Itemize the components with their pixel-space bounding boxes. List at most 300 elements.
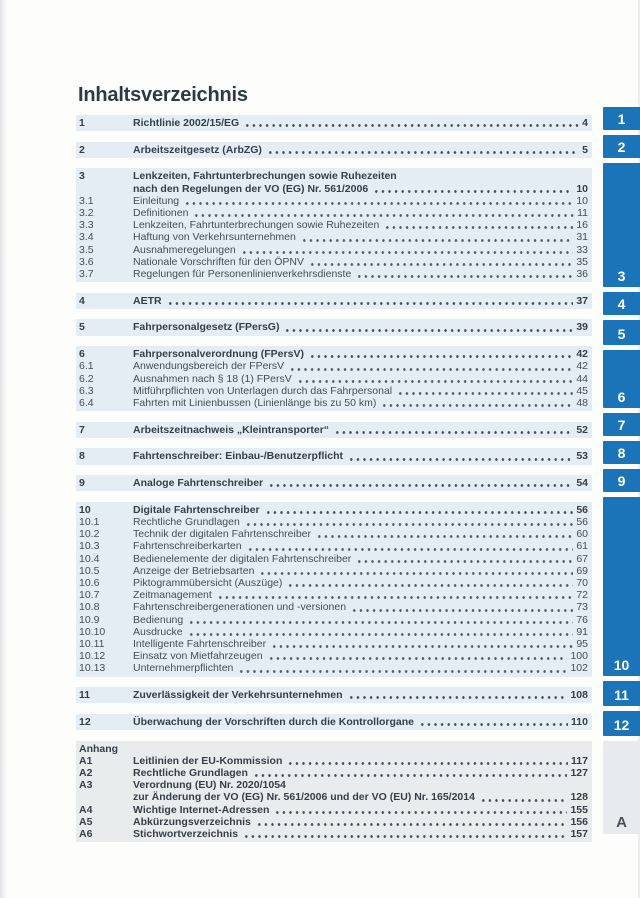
- entry-line: [133, 385, 588, 397]
- entry-body: [133, 424, 588, 436]
- dot-leader: [243, 828, 567, 840]
- page-number: 54: [576, 477, 588, 490]
- page-number: 10: [576, 194, 588, 207]
- entry-number: 11: [79, 689, 91, 702]
- dot-leader: [316, 528, 573, 540]
- entry-number: A3: [79, 779, 93, 792]
- entry-line: [133, 755, 588, 767]
- entry-title: Ausnahmen nach § 18 (1) FPersV: [133, 372, 292, 385]
- entry-line: [133, 424, 588, 436]
- dot-leader: [256, 816, 568, 828]
- toc-entry: [79, 828, 588, 840]
- entry-title: Einsatz von Mietfahrzeugen: [133, 650, 263, 663]
- dot-leader: [297, 373, 574, 385]
- entry-number: 6.2: [79, 372, 94, 385]
- page-number: 45: [576, 384, 588, 397]
- toc-content: [76, 85, 592, 853]
- entry-body: [133, 601, 588, 613]
- dot-leader: [356, 553, 573, 565]
- page-number: 4: [582, 117, 588, 129]
- entry-line: [133, 662, 588, 674]
- page-number: 73: [576, 601, 588, 614]
- dot-leader: [301, 231, 573, 243]
- entry-body: [133, 195, 588, 207]
- entry-title: Fahrtenschreiber: Einbau-/Benutzerpflicht: [133, 450, 344, 463]
- toc-entry: [79, 195, 588, 207]
- entry-line: [133, 231, 588, 243]
- entry-body: [133, 816, 588, 828]
- page-number: 56: [576, 515, 588, 528]
- toc-list: [76, 115, 592, 842]
- entry-title: Arbeitszeitnachweis „Kleintransporter“: [133, 423, 330, 436]
- page-number: 61: [576, 540, 588, 553]
- tab-column: [603, 107, 640, 834]
- entry-body: [133, 779, 588, 803]
- toc-block: [76, 319, 592, 335]
- entry-number: 10.8: [79, 601, 100, 614]
- entry-line: [133, 450, 588, 462]
- entry-line: [133, 804, 588, 816]
- entry-title: Analoge Fahrtenschreiber: [133, 477, 264, 490]
- entry-title: nach den Regelungen der VO (EG) Nr. 561/2006: [133, 182, 369, 195]
- page-number: 67: [576, 552, 588, 565]
- toc-entry: [79, 626, 588, 638]
- page-number: 95: [576, 638, 588, 650]
- entry-line: [133, 791, 588, 803]
- dot-leader: [271, 638, 573, 650]
- entry-line: [133, 207, 588, 219]
- entry-body: [133, 219, 588, 231]
- entry-body: [133, 755, 588, 767]
- entry-number: 1: [79, 117, 85, 129]
- entry-body: [133, 540, 588, 552]
- entry-body: [133, 662, 588, 674]
- entry-line: [133, 295, 588, 307]
- toc-entry: [79, 219, 588, 231]
- entry-line: [133, 321, 588, 333]
- entry-number: 9: [79, 477, 85, 490]
- entry-number: 6: [79, 348, 85, 361]
- register-tab-9: 9: [603, 469, 640, 492]
- page-number: 91: [576, 625, 588, 638]
- entry-title: Digitale Fahrtenschreiber: [133, 503, 260, 516]
- entry-body: [133, 397, 588, 409]
- toc-entry: [79, 348, 588, 360]
- entry-title: Mitführpflichten von Unterlagen durch das Fahrpersonal: [133, 384, 393, 397]
- page-number: 11: [577, 207, 588, 220]
- toc-entry: [79, 638, 588, 650]
- entry-title: Regelungen für Personenlinienverkehrsdienste: [133, 268, 352, 281]
- entry-body: [133, 207, 588, 219]
- entry-body: [133, 565, 588, 577]
- entry-number: 3.5: [79, 243, 94, 256]
- entry-number: 10.6: [79, 576, 100, 589]
- toc-entry: [79, 589, 588, 601]
- entry-title: Überwachung der Vorschriften durch die Kontrollorgane: [133, 715, 415, 728]
- page-number: 44: [576, 372, 588, 385]
- toc-entry: [79, 767, 588, 779]
- entry-title: Abkürzungsverzeichnis: [133, 815, 251, 828]
- entry-number: 3.3: [79, 219, 94, 232]
- page-number: 48: [576, 396, 588, 409]
- entry-line: [133, 219, 588, 231]
- entry-body: [133, 577, 588, 589]
- entry-line: [133, 183, 588, 195]
- entry-title: Fahrpersonalverordnung (FPersV): [133, 348, 304, 361]
- dot-leader: [247, 540, 574, 552]
- dot-leader: [193, 207, 574, 219]
- entry-title: Arbeitszeitgesetz (ArbZG): [133, 143, 262, 156]
- toc-entry: [79, 477, 588, 489]
- entry-line: [133, 828, 588, 840]
- entry-number: 10.2: [79, 528, 100, 541]
- entry-number: 3.6: [79, 255, 94, 268]
- entry-title: Fahrtenschreiberkarten: [133, 540, 242, 553]
- entry-title: Fahrten mit Linienbussen (Linienlänge bis zu 50 km): [133, 396, 377, 409]
- toc-entry: [79, 601, 588, 613]
- entry-title: Ausdrucke: [133, 625, 183, 638]
- entry-body: [133, 321, 588, 333]
- entry-title: Nationale Vorschriften für den ÖPNV: [133, 255, 305, 268]
- toc-block: [76, 741, 592, 843]
- entry-body: [133, 360, 588, 372]
- dot-leader: [253, 767, 568, 779]
- dot-leader: [373, 183, 573, 195]
- page-number: 100: [570, 650, 588, 663]
- dot-leader: [384, 219, 573, 231]
- toc-entry: [79, 295, 588, 307]
- page-number: 39: [576, 321, 588, 334]
- page-number: 156: [570, 815, 588, 828]
- entry-line: [133, 516, 588, 528]
- dot-leader: [287, 755, 568, 767]
- entry-line: [133, 117, 588, 129]
- entry-number: A2: [79, 766, 93, 779]
- page-number: 42: [576, 360, 588, 373]
- entry-body: [133, 348, 588, 360]
- dot-leader: [265, 504, 574, 516]
- toc-entry: [79, 504, 588, 516]
- dot-leader: [356, 268, 573, 280]
- dot-leader: [188, 614, 573, 626]
- toc-entry: [79, 144, 588, 156]
- entry-line: [133, 577, 588, 589]
- dot-leader: [245, 516, 573, 528]
- entry-number: 10.12: [79, 650, 106, 663]
- register-tab-10: 10: [603, 497, 640, 676]
- entry-number: 3.4: [79, 231, 94, 244]
- toc-block: [76, 475, 592, 491]
- entry-title: Verordnung (EU) Nr. 2020/1054: [133, 779, 286, 792]
- entry-number: 10: [79, 503, 91, 516]
- entry-number: 7: [79, 423, 85, 436]
- page-number: 102: [570, 662, 588, 675]
- entry-body: [133, 767, 588, 779]
- page-title: Inhaltsverzeichnis: [78, 84, 248, 106]
- entry-body: [133, 450, 588, 462]
- toc-entry: [79, 755, 588, 767]
- register-tab-3: 3: [603, 163, 640, 287]
- toc-entry: [79, 565, 588, 577]
- toc-entry: [79, 689, 588, 701]
- dot-leader: [268, 477, 573, 489]
- entry-title: Zuverlässigkeit der Verkehrsunternehmen: [133, 689, 343, 702]
- register-tab-2: 2: [603, 135, 640, 158]
- entry-number: 10.11: [79, 638, 105, 650]
- page-number: 37: [576, 294, 588, 307]
- dot-leader: [480, 791, 568, 803]
- entry-number: 3: [79, 170, 85, 183]
- page-number: 52: [576, 423, 588, 436]
- entry-body: [133, 804, 588, 816]
- toc-entry: [79, 662, 588, 674]
- entry-title: Intelligente Fahrtenschreiber: [133, 638, 267, 650]
- dot-leader: [348, 450, 573, 462]
- entry-number: A1: [79, 754, 93, 767]
- entry-title: Unternehmerpflichten: [133, 662, 234, 675]
- entry-title: Fahrtenschreibergenerationen und -versionen: [133, 601, 347, 614]
- entry-number: 10.10: [79, 625, 106, 638]
- toc-entry: [79, 244, 588, 256]
- register-tab-11: 11: [603, 681, 640, 706]
- entry-body: [133, 244, 588, 256]
- page-number: 35: [576, 255, 588, 268]
- entry-body: [133, 295, 588, 307]
- toc-block: [76, 687, 592, 703]
- page-number: 70: [576, 576, 588, 589]
- entry-number: 10.13: [79, 662, 106, 675]
- entry-body: [133, 117, 588, 129]
- toc-block: [76, 422, 592, 438]
- entry-title: Lenkzeiten, Fahrtunterbrechungen sowie Ruhezeiten: [133, 170, 397, 183]
- entry-line: [133, 244, 588, 256]
- entry-title: Technik der digitalen Fahrtenschreiber: [133, 528, 312, 541]
- entry-number: 4: [79, 294, 85, 307]
- toc-entry: [79, 540, 588, 552]
- page-number: 110: [571, 715, 588, 728]
- entry-title: Stichwortverzeichnis: [133, 827, 239, 840]
- register-tab-7: 7: [603, 413, 640, 436]
- entry-line: [133, 779, 588, 791]
- entry-number: 12: [79, 715, 91, 728]
- toc-entry: [79, 577, 588, 589]
- entry-title: Anwendungsbereich der FPersV: [133, 360, 285, 373]
- toc-block: [76, 293, 592, 309]
- entry-body: [133, 638, 588, 650]
- register-tab-1: 1: [603, 107, 640, 130]
- toc-block: [76, 502, 592, 677]
- page-number: 69: [576, 564, 588, 577]
- register-tab-4: 4: [603, 292, 640, 315]
- entry-number: A4: [79, 803, 93, 816]
- entry-title: Bedienung: [133, 613, 184, 626]
- dot-leader: [309, 348, 573, 360]
- entry-line: [133, 565, 588, 577]
- entry-line: [133, 626, 588, 638]
- entry-number: 10.9: [79, 613, 100, 626]
- entry-line: [133, 170, 588, 182]
- page-number: 72: [576, 589, 588, 602]
- page-number: 60: [576, 528, 588, 541]
- entry-line: [133, 504, 588, 516]
- entry-title: Rechtliche Grundlagen: [133, 766, 248, 779]
- register-tab-12: 12: [603, 711, 640, 736]
- page-number: 128: [570, 791, 588, 804]
- toc-entry: [79, 553, 588, 565]
- page-number: 127: [570, 766, 588, 779]
- entry-line: [133, 195, 588, 207]
- entry-body: [133, 716, 588, 728]
- toc-entry: [79, 804, 588, 816]
- dot-leader: [381, 397, 573, 409]
- register-tab-A: A: [603, 741, 640, 834]
- toc-entry: [79, 207, 588, 219]
- page-number: 5: [582, 143, 588, 156]
- entry-title: Einleitung: [133, 194, 180, 207]
- toc-entry: [79, 650, 588, 662]
- entry-body: [133, 528, 588, 540]
- toc-entry: [79, 450, 588, 462]
- entry-line: [133, 360, 588, 372]
- entry-line: [133, 689, 588, 701]
- entry-body: [133, 231, 588, 243]
- entry-body: [133, 650, 588, 662]
- entry-title: Leitlinien der EU-Kommission: [133, 754, 283, 767]
- entry-title: AETR: [133, 294, 162, 307]
- dot-leader: [167, 295, 574, 307]
- entry-number: 3.7: [79, 268, 94, 281]
- entry-body: [133, 626, 588, 638]
- toc-entry: [79, 424, 588, 436]
- toc-block: [76, 448, 592, 464]
- entry-number: 10.5: [79, 564, 100, 577]
- entry-line: [133, 650, 588, 662]
- entry-title: Ausnahmeregelungen: [133, 243, 236, 256]
- page-number: 10: [576, 182, 588, 195]
- dot-leader: [238, 662, 567, 674]
- entry-title: Anzeige der Betriebsarten: [133, 564, 255, 577]
- entry-body: [133, 553, 588, 565]
- toc-entry: [79, 528, 588, 540]
- entry-line: [133, 553, 588, 565]
- page-number: 76: [576, 613, 588, 626]
- toc-entry: [79, 321, 588, 333]
- toc-entry: [79, 256, 588, 268]
- entry-line: [133, 256, 588, 268]
- entry-line: [133, 268, 588, 280]
- entry-line: [133, 144, 588, 156]
- entry-title: Fahrpersonalgesetz (FPersG): [133, 321, 280, 334]
- entry-line: [133, 540, 588, 552]
- toc-entry: [79, 360, 588, 372]
- entry-line: [133, 397, 588, 409]
- entry-title: Richtlinie 2002/15/EG: [133, 117, 240, 129]
- toc-entry: [79, 614, 588, 626]
- dot-leader: [241, 244, 574, 256]
- entry-number: 10.1: [79, 515, 100, 528]
- entry-line: [133, 477, 588, 489]
- dot-leader: [268, 650, 568, 662]
- toc-entry: [79, 816, 588, 828]
- entry-number: 6.3: [79, 384, 94, 397]
- page-number: 108: [570, 689, 588, 702]
- dot-leader: [284, 321, 573, 333]
- dot-leader: [419, 716, 568, 728]
- entry-number: 3.1: [79, 194, 94, 207]
- entry-body: [133, 256, 588, 268]
- entry-title: Lenkzeiten, Fahrtunterbrechungen sowie Ruhezeiten: [133, 219, 380, 232]
- entry-line: [133, 716, 588, 728]
- dot-leader: [267, 144, 579, 156]
- entry-body: [133, 516, 588, 528]
- entry-number: 5: [79, 321, 85, 334]
- entry-body: [133, 385, 588, 397]
- page-number: 31: [576, 231, 588, 244]
- dot-leader: [188, 626, 574, 638]
- entry-body: [133, 268, 588, 280]
- toc-block: [76, 115, 592, 131]
- toc-entry: [79, 231, 588, 243]
- entry-number: 10.4: [79, 552, 100, 565]
- dot-leader: [334, 424, 573, 436]
- entry-title: Definitionen: [133, 207, 189, 220]
- toc-entry: [79, 516, 588, 528]
- entry-line: [133, 601, 588, 613]
- register-tab-8: 8: [603, 441, 640, 464]
- entry-title: Rechtliche Grundlagen: [133, 515, 240, 528]
- dot-leader: [184, 195, 573, 207]
- entry-body: [133, 170, 588, 194]
- entry-number: 10.3: [79, 540, 100, 553]
- appendix-label: Anhang: [79, 742, 119, 755]
- entry-line: [133, 614, 588, 626]
- page-number: 16: [576, 219, 588, 232]
- entry-title: Wichtige Internet-Adressen: [133, 803, 270, 816]
- entry-number: 8: [79, 450, 85, 463]
- entry-number: 6.1: [79, 360, 94, 373]
- entry-line: [133, 373, 588, 385]
- dot-leader: [244, 117, 579, 129]
- toc-entry: [79, 117, 588, 129]
- entry-number: A5: [79, 815, 93, 828]
- entry-number: 3.2: [79, 207, 94, 220]
- entry-body: [133, 689, 588, 701]
- entry-title: zur Änderung der VO (EG) Nr. 561/2006 und der VO (EU) Nr. 165/2014: [133, 791, 475, 804]
- dot-leader: [309, 256, 573, 268]
- toc-entry: [79, 373, 588, 385]
- register-tab-5: 5: [603, 320, 640, 345]
- register-tab-6: 6: [603, 350, 640, 408]
- toc-entry: [79, 170, 588, 194]
- toc-entry: [79, 268, 588, 280]
- toc-entry: [79, 385, 588, 397]
- entry-number: 10.7: [79, 589, 100, 602]
- entry-body: [133, 614, 588, 626]
- dot-leader: [397, 385, 573, 397]
- entry-title: Zeitmanagement: [133, 589, 212, 602]
- page-number: 155: [570, 803, 588, 816]
- page-number: 157: [570, 827, 588, 840]
- entry-line: [133, 638, 588, 650]
- toc-entry: [79, 716, 588, 728]
- entry-body: [133, 504, 588, 516]
- entry-title: Piktogrammübersicht (Auszüge): [133, 576, 283, 589]
- page-number: 42: [576, 348, 588, 361]
- toc-entry: [79, 779, 588, 803]
- entry-title: Bedienelemente der digitalen Fahrtenschreiber: [133, 552, 352, 565]
- dot-leader: [351, 601, 573, 613]
- entry-number: 2: [79, 143, 85, 156]
